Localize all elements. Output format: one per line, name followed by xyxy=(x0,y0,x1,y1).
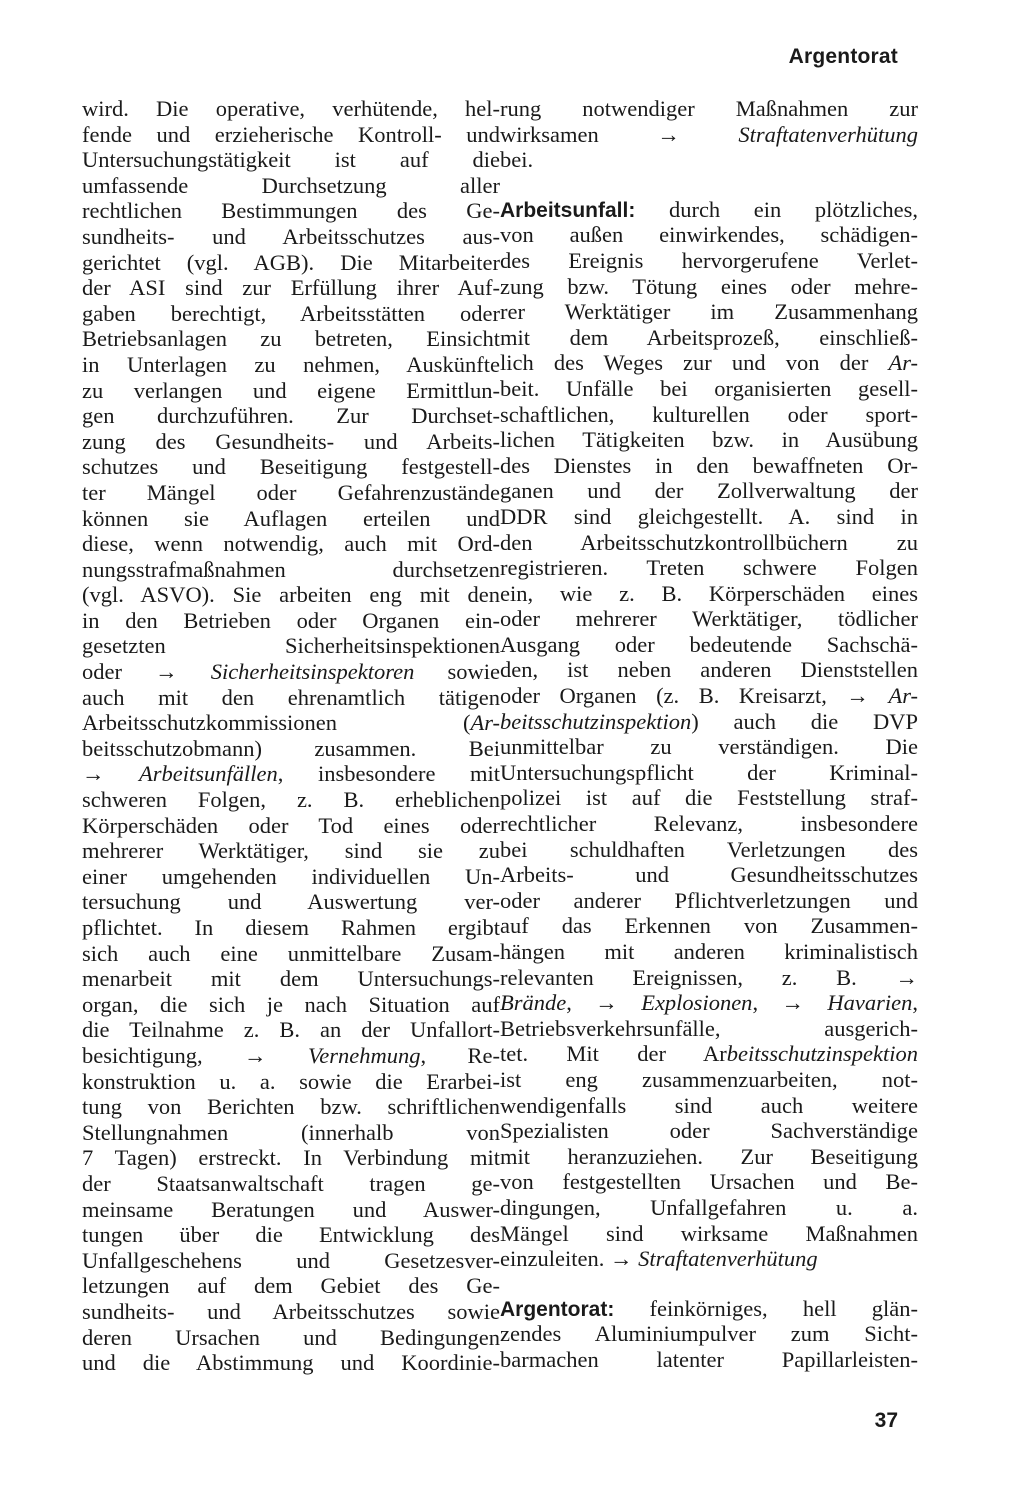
text-line: bei. xyxy=(500,147,534,173)
text-line: unmittelbar zu verständigen. Die xyxy=(500,734,918,760)
text-line: bei schuldhaften Verletzungen des xyxy=(500,836,918,862)
text-line: diese, wenn notwendig, auch mit Ord- xyxy=(82,531,500,557)
text-line: auf das Erkennen von Zusammen- xyxy=(500,913,918,939)
cross-reference: Ar- xyxy=(888,683,918,709)
text-line: des Dienstes in den bewaffneten Or- xyxy=(500,452,918,478)
text-line: mehrerer Werktätiger, sind sie zu xyxy=(82,838,500,864)
text-line: dingungen, Unfallgefahren u. a. xyxy=(500,1194,918,1220)
text-line: schutzes und Beseitigung festgestell- xyxy=(82,454,500,480)
text-line: und die Abstimmung und Koordinie- xyxy=(82,1350,500,1376)
text-line: Untersuchungstätigkeit ist auf die xyxy=(82,147,500,173)
entry-first-line xyxy=(500,197,918,223)
text-line: → Arbeitsunfällen, insbesondere mit xyxy=(82,761,500,787)
text-line: wird. Die operative, verhütende, hel- xyxy=(82,96,500,121)
text-line: oder → Sicherheitsinspektoren sowie xyxy=(82,659,500,685)
text-line: Unfallgeschehens und Gesetzesver- xyxy=(82,1247,500,1273)
cross-reference: Arbeitsunfällen xyxy=(139,761,278,787)
text-line: zung bzw. Tötung eines oder mehre- xyxy=(500,273,918,299)
cross-reference: Explosionen xyxy=(641,990,753,1016)
text-line: gen durchzuführen. Zur Durchset- xyxy=(82,403,500,429)
text-line: oder mehrerer Werktätiger, tödlicher xyxy=(500,606,918,632)
text-line: barmachen latenter Papillarleisten- xyxy=(500,1346,918,1372)
text-line: beit. Unfälle bei organisierten gesell- xyxy=(500,375,918,401)
text-line: rung notwendiger Maßnahmen zur xyxy=(500,96,918,121)
text-line: meinsame Beratungen und Auswer- xyxy=(82,1196,500,1222)
text-line: einzuleiten. → Straftatenverhütung xyxy=(500,1246,818,1272)
continued-paragraph xyxy=(82,96,500,1376)
text-line: Stellungnahmen (innerhalb von xyxy=(82,1119,500,1145)
text-line: gaben berechtigt, Arbeitsstätten oder xyxy=(82,300,500,326)
entry-argentorat xyxy=(500,1296,918,1373)
text-line: sundheits- und Arbeitsschutzes sowie xyxy=(82,1298,500,1324)
left-column xyxy=(82,96,500,1376)
continued-paragraph-end xyxy=(500,96,918,173)
cross-reference: Vernehmung xyxy=(307,1042,421,1068)
text-line: mit heranzuziehen. Zur Beseitigung xyxy=(500,1143,918,1169)
text-line: relevanten Ereignissen, z. B. → xyxy=(500,964,918,990)
text-line: ein, wie z. B. Körperschäden eines xyxy=(500,580,918,606)
text-line: ganen und der Zollverwaltung der xyxy=(500,478,918,504)
text-line: in den Betrieben oder Organen ein- xyxy=(82,607,500,633)
text-line: schweren Folgen, z. B. erheblichen xyxy=(82,787,500,813)
text-line: wirksamen → Straftatenverhütung xyxy=(500,121,918,147)
text-line: sich auch eine unmittelbare Zusam- xyxy=(82,940,500,966)
text-line: rechtlichen Bestimmungen des Ge- xyxy=(82,198,500,224)
text-line: wendigenfalls sind auch weitere xyxy=(500,1092,918,1118)
page-number: 37 xyxy=(874,1409,898,1432)
text-line: der ASI sind zur Erfüllung ihrer Auf- xyxy=(82,275,500,301)
text-line: können sie Auflagen erteilen und xyxy=(82,505,500,531)
text-line: auch mit den ehrenamtlich tätigen xyxy=(82,684,500,710)
text-line: lich des Weges zur und von der Ar- xyxy=(500,350,918,376)
text-line: menarbeit mit dem Untersuchungs- xyxy=(82,966,500,992)
text-line: in Unterlagen zu nehmen, Auskünfte xyxy=(82,351,500,377)
text-line: Ausgang oder bedeutende Sachschä- xyxy=(500,631,918,657)
text-line: (vgl. ASVO). Sie arbeiten eng mit den xyxy=(82,582,500,608)
running-head: Argentorat xyxy=(788,45,898,68)
entry-term: Argentorat: xyxy=(500,1297,615,1321)
text-line: der Staatsanwaltschaft tragen ge- xyxy=(82,1170,500,1196)
text-line: ist eng zusammenzuarbeiten, not- xyxy=(500,1066,918,1092)
text-line: rer Werktätiger im Zusammenhang xyxy=(500,299,918,325)
text-line: fende und erzieherische Kontroll- und xyxy=(82,121,500,147)
cross-reference: Ar- xyxy=(888,350,918,376)
entry-first-line xyxy=(500,1296,918,1322)
text-line: den, ist neben anderen Dienststellen xyxy=(500,657,918,683)
text-line: beitsschutzobmann) zusammen. Bei xyxy=(82,735,500,761)
text-line: zu verlangen und eigene Ermittlun- xyxy=(82,377,500,403)
text-line: zung des Gesundheits- und Arbeits- xyxy=(82,428,500,454)
text-line: von festgestellten Ursachen und Be- xyxy=(500,1169,918,1195)
text-line: oder Organen (z. B. Kreisarzt, → Ar- xyxy=(500,683,918,709)
text-line: Körperschäden oder Tod eines oder xyxy=(82,812,500,838)
entry-term: Arbeitsunfall: xyxy=(500,198,636,222)
text-line: sundheits- und Arbeitsschutzes aus- xyxy=(82,223,500,249)
text-line: organ, die sich je nach Situation auf xyxy=(82,991,500,1017)
text-line: polizei ist auf die Feststellung straf- xyxy=(500,785,918,811)
text-line: die Teilnahme z. B. an der Unfallort- xyxy=(82,1017,500,1043)
text-line: 7 Tagen) erstreckt. In Verbindung mit xyxy=(82,1145,500,1171)
cross-reference: Havarien xyxy=(827,990,913,1016)
text-line: schaftlichen, kulturellen oder sport- xyxy=(500,401,918,427)
text-line: DDR sind gleichgestellt. A. sind in xyxy=(500,503,918,529)
text-line: tet. Mit der Arbeitsschutzinspektion xyxy=(500,1041,918,1067)
text-line: Arbeits- und Gesundheitsschutzes xyxy=(500,862,918,888)
text-line: letzungen auf dem Gebiet des Ge- xyxy=(82,1273,500,1299)
text-line: mit dem Arbeitsprozeß, einschließ- xyxy=(500,324,918,350)
text-line: Brände, → Explosionen, → Havarien, xyxy=(500,990,918,1016)
text-line: gerichtet (vgl. AGB). Die Mitarbeiter xyxy=(82,249,500,275)
entry-arbeitsunfall xyxy=(500,197,918,1272)
text-line: registrieren. Treten schwere Folgen xyxy=(500,555,918,581)
text-line: einer umgehenden individuellen Un- xyxy=(82,863,500,889)
text-line: konstruktion u. a. sowie die Erarbei- xyxy=(82,1068,500,1094)
text-line: Arbeitsschutzkommissionen (Ar- xyxy=(82,710,500,736)
text-line: Betriebsanlagen zu betreten, Einsicht xyxy=(82,326,500,352)
text-line: rechtlicher Relevanz, insbesondere xyxy=(500,811,918,837)
text-line: Spezialisten oder Sachverständige xyxy=(500,1118,918,1144)
text-line: tung von Berichten bzw. schriftlichen xyxy=(82,1094,500,1120)
cross-reference: Straftatenverhütung xyxy=(738,121,918,147)
text-line: oder anderer Pflichtverletzungen und xyxy=(500,887,918,913)
entry-first-line-text: feinkörniges, hell glän- xyxy=(614,1295,918,1321)
cross-reference: Brände xyxy=(500,990,567,1016)
text-line: Mängel sind wirksame Maßnahmen xyxy=(500,1220,918,1246)
cross-reference: Ar- xyxy=(470,710,500,736)
right-column xyxy=(500,96,918,1373)
text-line: des Ereignis hervorgerufene Verlet- xyxy=(500,247,918,273)
text-line: besichtigung, → Vernehmung, Re- xyxy=(82,1042,500,1068)
text-line: ter Mängel oder Gefahrenzustände xyxy=(82,479,500,505)
text-line: lichen Tätigkeiten bzw. in Ausübung xyxy=(500,427,918,453)
entry-first-line-text: durch ein plötzliches, xyxy=(635,196,918,222)
text-line: deren Ursachen und Bedingungen xyxy=(82,1324,500,1350)
text-line: den Arbeitsschutzkontrollbüchern zu xyxy=(500,529,918,555)
text-line: tersuchung und Auswertung ver- xyxy=(82,889,500,915)
text-line: Untersuchungspflicht der Kriminal- xyxy=(500,759,918,785)
cross-reference: beitsschutzinspektion xyxy=(500,708,692,734)
text-line: hängen mit anderen kriminalistisch xyxy=(500,939,918,964)
text-line: zendes Aluminiumpulver zum Sicht- xyxy=(500,1321,918,1347)
text-line: gesetzten Sicherheitsinspektionen xyxy=(82,633,500,659)
text-line: tungen über die Entwicklung des xyxy=(82,1222,500,1248)
cross-reference: beitsschutzinspektion xyxy=(726,1041,918,1067)
text-line: Betriebsverkehrsunfälle, ausgerich- xyxy=(500,1015,918,1041)
text-line: beitsschutzinspektion) auch die DVP xyxy=(500,708,918,734)
text-line: umfassende Durchsetzung aller xyxy=(82,172,500,198)
text-line: nungsstrafmaßnahmen durchsetzen xyxy=(82,556,500,582)
cross-reference: Sicherheitsinspektoren xyxy=(210,659,415,685)
text-line: von außen einwirkendes, schädigen- xyxy=(500,222,918,248)
text-line: pflichtet. In diesem Rahmen ergibt xyxy=(82,915,500,940)
cross-reference: Straftatenverhütung xyxy=(638,1246,818,1272)
